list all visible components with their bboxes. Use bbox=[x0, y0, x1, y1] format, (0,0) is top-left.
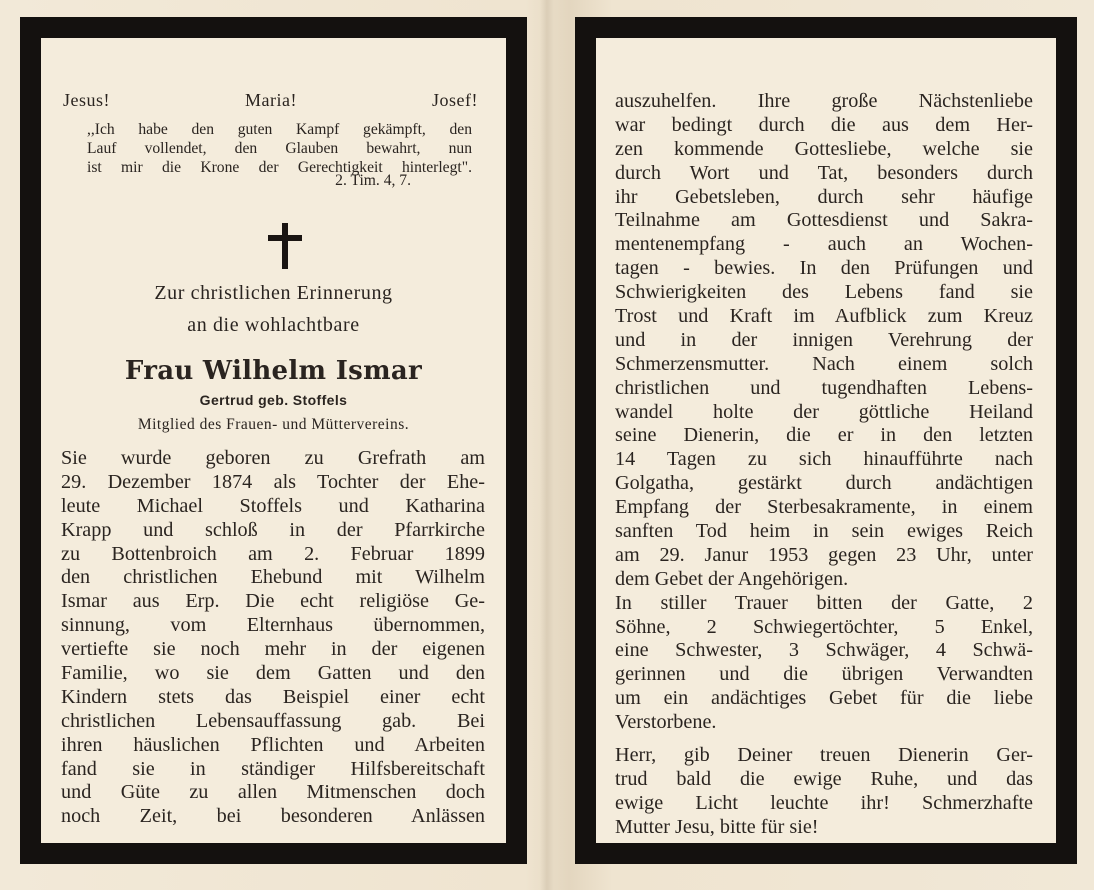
text-line: Kindern stets das Beispiel einer echt bbox=[61, 685, 485, 708]
text-line: und in der innigen Verehrung der bbox=[615, 328, 1033, 351]
right-panel bbox=[596, 38, 1056, 843]
text-line: Mutter Jesu, bitte für sie! bbox=[615, 815, 819, 838]
text-line: Söhne, 2 Schwiegertöchter, 5 Enkel, bbox=[615, 615, 1033, 638]
text-line: Schmerzensmutter. Nach einem solch bbox=[615, 352, 1033, 375]
text-line: Golgatha, gestärkt durch andächtigen bbox=[615, 472, 1033, 495]
membership-note: Mitglied des Frauen- und Müttervereins. bbox=[137, 416, 410, 433]
name-jesus: Jesus! bbox=[63, 90, 110, 110]
cross-icon bbox=[268, 223, 302, 269]
verse-line: ,,Ich habe den guten Kampf gekämpft, den bbox=[87, 121, 472, 138]
biography-text bbox=[61, 447, 485, 829]
bible-verse bbox=[87, 120, 472, 177]
text-line: Familie, wo sie dem Gatten und den bbox=[61, 662, 485, 685]
name-josef: Josef! bbox=[431, 90, 478, 110]
text-line: sanften Tod heim in sein ewiges Reich bbox=[615, 520, 1033, 543]
text-line: Teilnahme am Gottesdienst und Sakra- bbox=[615, 209, 1033, 232]
text-line: vertiefte sie noch mehr in der eigenen bbox=[61, 638, 485, 661]
right-mourning-border bbox=[575, 17, 1077, 864]
text-line: trud bald die ewige Ruhe, und das bbox=[615, 767, 1033, 790]
text-line: tagen - bewies. In den Prüfungen und bbox=[615, 257, 1033, 280]
text-line: eine Schwester, 3 Schwäger, 4 Schwä- bbox=[615, 639, 1033, 662]
text-line: Herr, gib Deiner treuen Dienerin Ger- bbox=[615, 744, 1033, 767]
text-line: leute Michael Stoffels und Katharina bbox=[61, 494, 485, 517]
intro-line-1: Zur christlichen Erinnerung bbox=[154, 282, 393, 304]
text-line: christlichen Lebensauffassung gab. Bei bbox=[61, 709, 485, 732]
left-panel bbox=[41, 38, 506, 843]
verse-line: Lauf vollendet, den Glauben bewahrt, nun bbox=[87, 140, 472, 157]
text-line: 14 Tagen zu sich hinaufführte nach bbox=[615, 448, 1033, 471]
text-line: auszuhelfen. Ihre große Nächstenliebe bbox=[615, 90, 1033, 112]
holy-names bbox=[63, 90, 478, 111]
text-line: am 29. Janur 1953 gegen 23 Uhr, unter bbox=[615, 543, 1033, 566]
text-line: Empfang der Sterbesakramente, in einem bbox=[615, 496, 1033, 519]
text-line: dem Gebet der Angehörigen. bbox=[615, 567, 849, 590]
text-line: durch Wort und Tat, besonders durch bbox=[615, 161, 1033, 184]
text-line: den christlichen Ehebund mit Wilhelm bbox=[61, 566, 485, 589]
text-line: Sie wurde geboren zu Grefrath am bbox=[61, 447, 485, 469]
text-line: zu Bottenbroich am 2. Februar 1899 bbox=[61, 542, 485, 565]
text-line: ihr Gebetsleben, durch sehr häufige bbox=[615, 185, 1033, 208]
text-line: und Güte zu allen Mitmenschen doch bbox=[61, 781, 485, 804]
maiden-name: Gertrud geb. Stoffels bbox=[199, 392, 348, 408]
text-line: Trost und Kraft im Aufblick zum Kreuz bbox=[615, 305, 1033, 328]
name-maria: Maria! bbox=[245, 90, 297, 110]
text-line: sinnung, vom Elternhaus übernommen, bbox=[61, 614, 485, 637]
text-line: Schwierigkeiten des Lebens fand sie bbox=[615, 281, 1033, 304]
text-line: ewige Licht leuchte ihr! Schmerzhafte bbox=[615, 791, 1033, 814]
text-line: gerinnen und die übrigen Verwandten bbox=[615, 663, 1033, 686]
text-line: war bedingt durch die aus dem Her- bbox=[615, 113, 1033, 136]
deceased-name: Frau Wilhelm Ismar bbox=[124, 356, 423, 386]
text-line: noch Zeit, bei besonderen Anlässen bbox=[61, 805, 485, 828]
text-line: fand sie in ständiger Hilfsbereitschaft bbox=[61, 757, 485, 780]
text-line: wandel holte der göttliche Heiland bbox=[615, 400, 1033, 423]
text-line: christlichen und tugendhaften Lebens- bbox=[615, 376, 1033, 399]
verse-line: ist mir die Krone der Gerechtigkeit hinterlegt". bbox=[87, 159, 472, 176]
text-line: In stiller Trauer bitten der Gatte, 2 bbox=[615, 591, 1033, 614]
text-line: seine Dienerin, die er in den letzten bbox=[615, 424, 1033, 447]
center-fold bbox=[540, 0, 554, 890]
text-line: Ismar aus Erp. Die echt religiöse Ge- bbox=[61, 590, 485, 613]
text-line: Krapp und schloß in der Pfarrkirche bbox=[61, 518, 485, 541]
text-line: ihren häuslichen Pflichten und Arbeiten bbox=[61, 733, 485, 756]
intro-line-2: an die wohlachtbare bbox=[187, 314, 360, 336]
text-line: Verstorbene. bbox=[615, 711, 717, 734]
text-line: zen kommende Gottesliebe, welche sie bbox=[615, 137, 1033, 160]
text-line: mentenempfang - auch an Wochen- bbox=[615, 233, 1033, 256]
left-mourning-border bbox=[20, 17, 527, 864]
text-line: um ein andächtiges Gebet für die liebe bbox=[615, 687, 1033, 710]
text-line: 29. Dezember 1874 als Tochter der Ehe- bbox=[61, 470, 485, 493]
verse-reference: 2. Tim. 4, 7. bbox=[335, 172, 411, 189]
continuation-text bbox=[615, 90, 1033, 840]
